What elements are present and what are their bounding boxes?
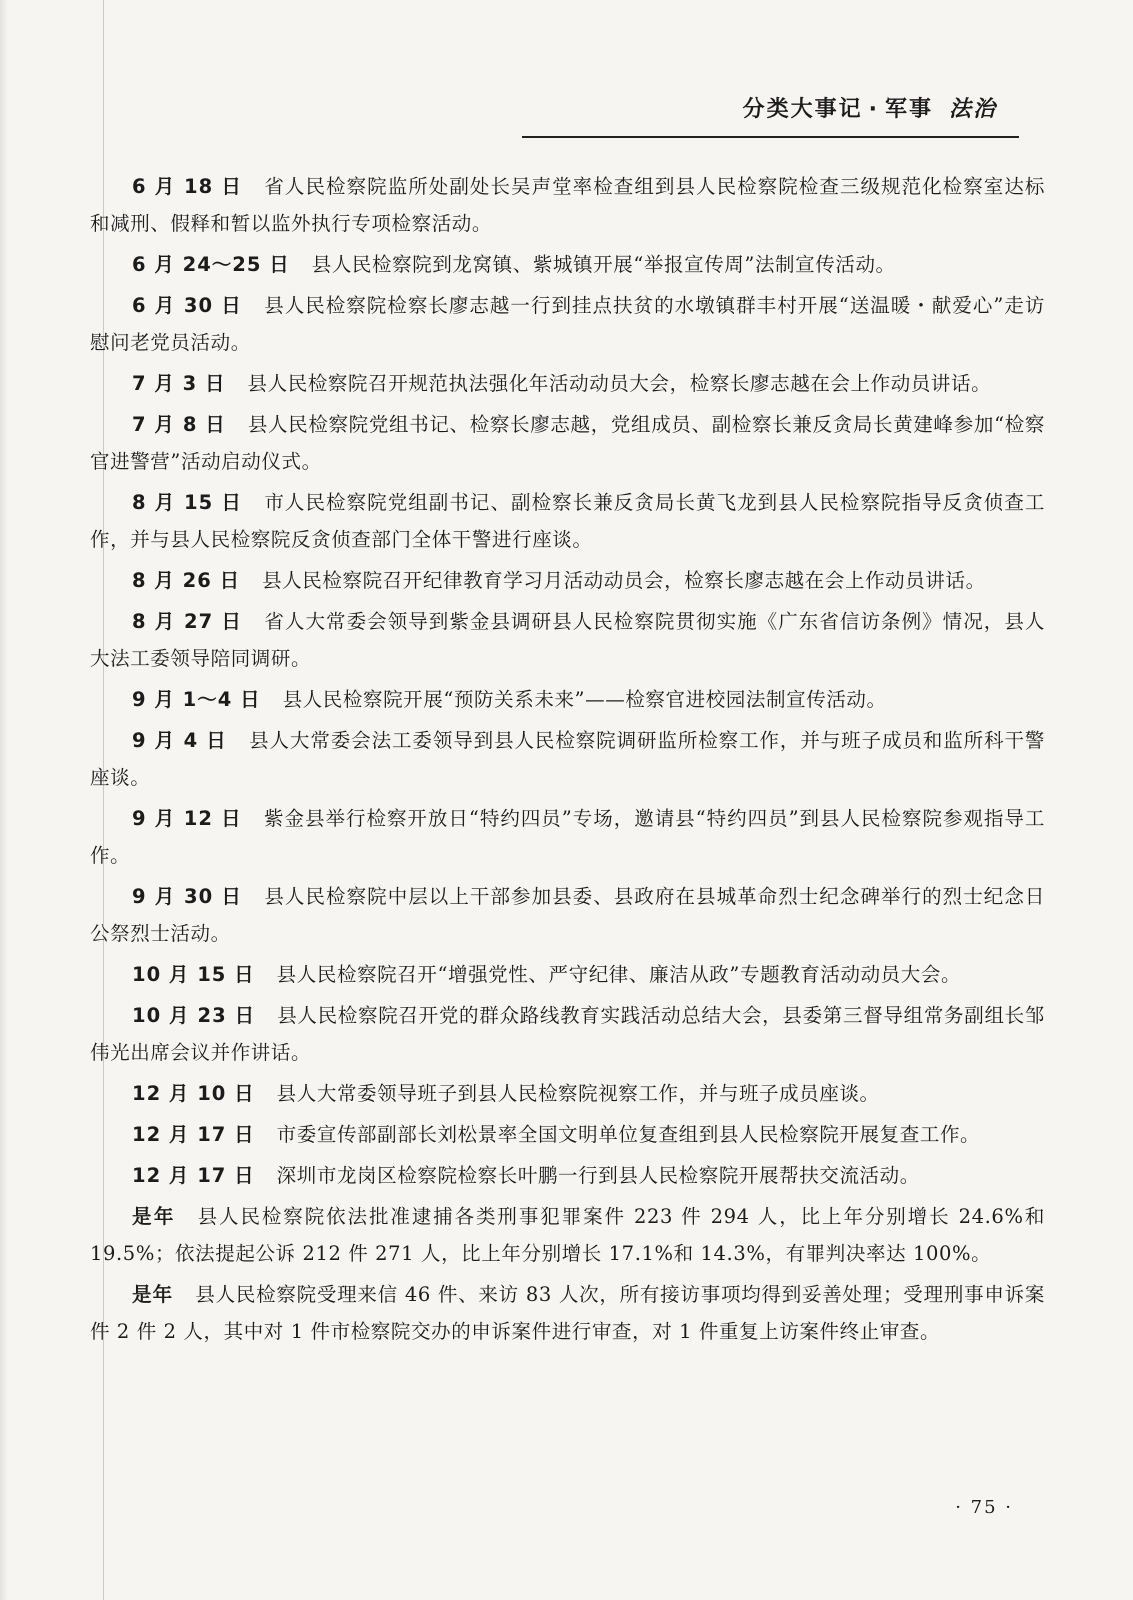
entry-text: 紫金县举行检察开放日“特约四员”专场，邀请县“特约四员”到县人民检察院参观指导工作。 — [90, 807, 1045, 867]
entry — [90, 681, 1045, 718]
header-title: 分类大事记 — [742, 97, 863, 122]
entry-date: 9 月 30 日 — [132, 885, 243, 908]
header-subsection: 法治 — [948, 96, 997, 122]
page-number: · 75 · — [955, 1497, 1013, 1518]
entry-date: 10 月 23 日 — [132, 1004, 256, 1027]
entry-date: 6 月 30 日 — [132, 294, 243, 317]
entry — [90, 406, 1045, 480]
entry-text: 县人大常委领导班子到县人民检察院视察工作，并与班子成员座谈。 — [276, 1082, 880, 1105]
entry — [90, 1075, 1045, 1112]
entry-text: 省人大常委会领导到紫金县调研县人民检察院贯彻实施《广东省信访条例》情况，县人大法工委领导陪同调研。 — [90, 610, 1045, 670]
entry-date: 12 月 17 日 — [132, 1123, 255, 1146]
entry-date: 6 月 18 日 — [132, 175, 243, 198]
entry-text: 县人民检察院召开纪律教育学习月活动动员会，检察长廖志越在会上作动员讲话。 — [262, 569, 986, 592]
entry-date: 7 月 3 日 — [132, 372, 226, 395]
entry — [90, 168, 1045, 242]
entry-text: 市人民检察院党组副书记、副检察长兼反贪局长黄飞龙到县人民检察院指导反贪侦查工作，并与县人民检察院反贪侦查部门全体干警进行座谈。 — [90, 491, 1045, 551]
running-header-text — [743, 92, 997, 123]
entry-text: 县人民检察院依法批准逮捕各类刑事犯罪案件 223 件 294 人，比上年分别增长 24.6%和 19.5%；依法提起公诉 212 件 271 人，比上年分别增长 17.1%和 14.3%，有罪判决率达 100%。 — [90, 1205, 1045, 1265]
entry-date: 12 月 17 日 — [132, 1164, 255, 1187]
entry — [90, 246, 1045, 283]
entry — [90, 878, 1045, 952]
entry-text: 县人民检察院党组书记、检察长廖志越，党组成员、副检察长兼反贪局长黄建峰参加“检察官进警营”活动启动仪式。 — [90, 413, 1045, 473]
entry-text: 县人民检察院召开“增强党性、严守纪律、廉洁从政”专题教育活动动员大会。 — [276, 963, 962, 986]
entry-date: 是年 — [132, 1283, 174, 1306]
running-header — [522, 92, 1019, 140]
header-rule — [522, 136, 1019, 138]
entry — [90, 800, 1045, 874]
entry — [90, 287, 1045, 361]
entry-text: 县人民检察院受理来信 46 件、来访 83 人次，所有接访事项均得到妥善处理；受理刑事申诉案件 2 件 2 人，其中对 1 件市检察院交办的申诉案件进行审查，对 1 件重复上访案件终止审查。 — [90, 1283, 1045, 1343]
entry-text: 县人大常委会法工委领导到县人民检察院调研监所检察工作，并与班子成员和监所科干警座谈。 — [90, 729, 1045, 789]
entry-date: 6 月 24～25 日 — [132, 253, 290, 276]
entry-text: 省人民检察院监所处副处长吴声堂率检查组到县人民检察院检查三级规范化检察室达标和减刑、假释和暂以监外执行专项检察活动。 — [90, 175, 1045, 235]
entry — [90, 722, 1045, 796]
entry-date: 12 月 10 日 — [132, 1082, 255, 1105]
header-section: 军事 — [884, 97, 933, 122]
entry-text: 县人民检察院检察长廖志越一行到挂点扶贫的水墩镇群丰村开展“送温暖・献爱心”走访慰问老党员活动。 — [90, 294, 1046, 354]
entry — [90, 956, 1045, 993]
entry-text: 县人民检察院召开规范执法强化年活动动员大会，检察长廖志越在会上作动员讲话。 — [247, 372, 992, 395]
header-separator: · — [868, 97, 879, 122]
entry — [90, 997, 1045, 1071]
entry — [90, 562, 1045, 599]
entry-date: 8 月 27 日 — [132, 610, 243, 633]
entry-date: 是年 — [132, 1205, 176, 1228]
entry-text: 县人民检察院召开党的群众路线教育实践活动总结大会，县委第三督导组常务副组长邹伟光出席会议并作讲话。 — [90, 1004, 1045, 1064]
entry — [90, 1276, 1045, 1350]
scan-edge — [0, 0, 8, 1600]
entry-date: 9 月 12 日 — [132, 807, 243, 830]
entry — [90, 1198, 1045, 1272]
entry-date: 9 月 1～4 日 — [132, 688, 261, 711]
entry-date: 7 月 8 日 — [132, 413, 226, 436]
entry-date: 9 月 4 日 — [132, 729, 228, 752]
entry — [90, 1116, 1045, 1153]
entry-date: 8 月 15 日 — [132, 491, 243, 514]
entry-date: 10 月 15 日 — [132, 963, 255, 986]
entry — [90, 1157, 1045, 1194]
entry-text: 市委宣传部副部长刘松景率全国文明单位复查组到县人民检察院开展复查工作。 — [276, 1123, 981, 1146]
entry-text: 县人民检察院中层以上干部参加县委、县政府在县城革命烈士纪念碑举行的烈士纪念日公祭烈士活动。 — [90, 885, 1045, 945]
entry-date: 8 月 26 日 — [132, 569, 241, 592]
entry — [90, 484, 1045, 558]
entry-text: 深圳市龙岗区检察院检察长叶鹏一行到县人民检察院开展帮扶交流活动。 — [276, 1164, 920, 1187]
chronicle-entries — [90, 168, 1045, 1354]
entry — [90, 603, 1045, 677]
entry — [90, 365, 1045, 402]
entry-text: 县人民检察院到龙窝镇、紫城镇开展“举报宣传周”法制宣传活动。 — [311, 253, 896, 276]
entry-text: 县人民检察院开展“预防关系未来”——检察官进校园法制宣传活动。 — [282, 688, 887, 711]
